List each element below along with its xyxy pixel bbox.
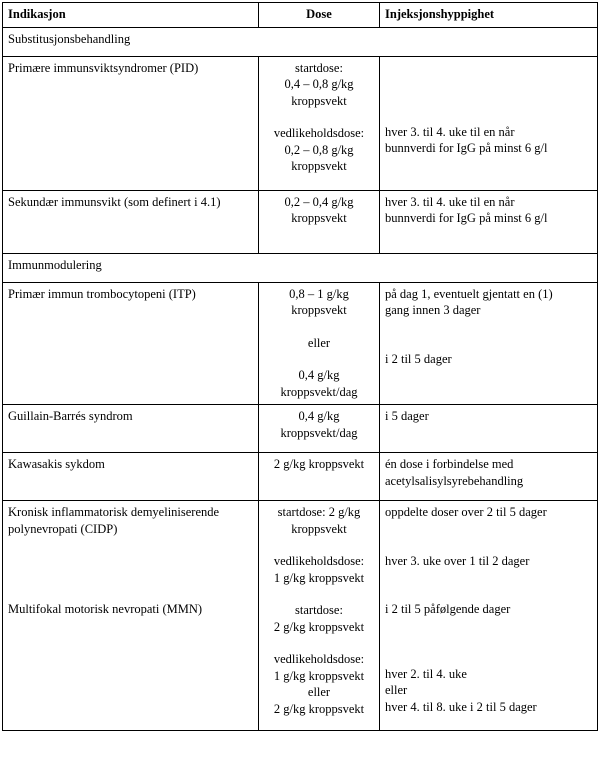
indication-text: Multifokal motorisk nevropati (MMN) <box>8 602 203 616</box>
dose-text: startdose: 2 g/kg kroppsvekt <box>273 603 365 634</box>
indication-text: Kronisk inflammatorisk demyeliniserende polynevropati (CIDP) <box>8 505 220 536</box>
indication-text: Primære immunsviktsyndromer (PID) <box>8 60 199 75</box>
dose-cell <box>259 453 380 501</box>
table-row <box>3 405 598 453</box>
indication-cell <box>3 56 259 190</box>
indication-text: Kawasakis sykdom <box>8 457 105 471</box>
frequency-text: i 2 til 5 påfølgende dager <box>385 602 511 616</box>
indication-cell <box>3 501 259 731</box>
dose-text: 0,4 g/kg kroppsvekt/dag <box>280 368 358 399</box>
frequency-cell <box>380 453 598 501</box>
dose-cell <box>259 405 380 453</box>
dose-text: vedlikeholdsdose: 0,2 – 0,8 g/kg kroppsvekt <box>273 126 365 173</box>
indication-cell <box>3 282 259 405</box>
dose-text: vedlikeholdsdose: 1 g/kg kroppsvekt eller 2 g/kg kroppsvekt <box>273 652 365 716</box>
dose-text: 2 g/kg kroppsvekt <box>273 457 365 471</box>
frequency-text: på dag 1, eventuelt gjentatt en (1) gang innen 3 dager <box>385 286 553 317</box>
dose-cell <box>259 501 380 731</box>
dose-text: 0,4 g/kg kroppsvekt/dag <box>280 409 358 440</box>
frequency-text: i 2 til 5 dager <box>385 351 452 366</box>
table-row <box>3 190 598 253</box>
frequency-text: hver 2. til 4. uke eller hver 4. til 8. uke i 2 til 5 dager <box>385 666 537 714</box>
indication-cell <box>3 453 259 501</box>
dose-text: vedlikeholdsdose: 1 g/kg kroppsvekt <box>273 554 365 585</box>
frequency-cell <box>380 405 598 453</box>
frequency-text: én dose i forbindelse med acetylsalisylsyrebehandling <box>385 457 524 488</box>
dose-text: startdose: 0,4 – 0,8 g/kg kroppsvekt <box>284 60 354 108</box>
frequency-text: hver 3. til 4. uke til en når bunnverdi for IgG på minst 6 g/l <box>385 194 548 225</box>
frequency-text: oppdelte doser over 2 til 5 dager <box>385 505 547 519</box>
section-substitution: Substitusjonsbehandling <box>3 27 598 56</box>
dose-text: startdose: 2 g/kg kroppsvekt <box>277 505 361 536</box>
frequency-cell <box>380 56 598 190</box>
section-row <box>3 27 598 56</box>
dosage-table <box>2 2 598 731</box>
table-row <box>3 501 598 731</box>
frequency-text: hver 3. til 4. uke til en når bunnverdi for IgG på minst 6 g/l <box>385 124 548 155</box>
indication-text: Primær immun trombocytopeni (ITP) <box>8 286 196 301</box>
dose-text: 0,2 – 0,4 g/kg kroppsvekt <box>284 194 354 225</box>
indication-cell <box>3 190 259 253</box>
dose-text: 0,8 – 1 g/kg kroppsvekt <box>289 286 349 317</box>
table-row <box>3 453 598 501</box>
table-row <box>3 282 598 405</box>
header-frequency: Injeksjonshyppighet <box>380 3 598 28</box>
section-row <box>3 253 598 282</box>
frequency-text: i 5 dager <box>385 409 429 423</box>
dose-cell <box>259 282 380 405</box>
dose-cell <box>259 56 380 190</box>
frequency-text: hver 3. uke over 1 til 2 dager <box>385 553 530 568</box>
section-immunomodulation: Immunmodulering <box>3 253 598 282</box>
frequency-cell <box>380 282 598 405</box>
header-indication: Indikasjon <box>3 3 259 28</box>
indication-text: Sekundær immunsvikt (som definert i 4.1) <box>8 194 221 209</box>
header-dose: Dose <box>259 3 380 28</box>
header-row <box>3 3 598 28</box>
frequency-cell <box>380 190 598 253</box>
dose-cell <box>259 190 380 253</box>
table-row <box>3 56 598 190</box>
frequency-cell <box>380 501 598 731</box>
indication-text: Guillain-Barrés syndrom <box>8 409 133 423</box>
indication-cell <box>3 405 259 453</box>
dose-or-text: eller <box>307 335 331 350</box>
